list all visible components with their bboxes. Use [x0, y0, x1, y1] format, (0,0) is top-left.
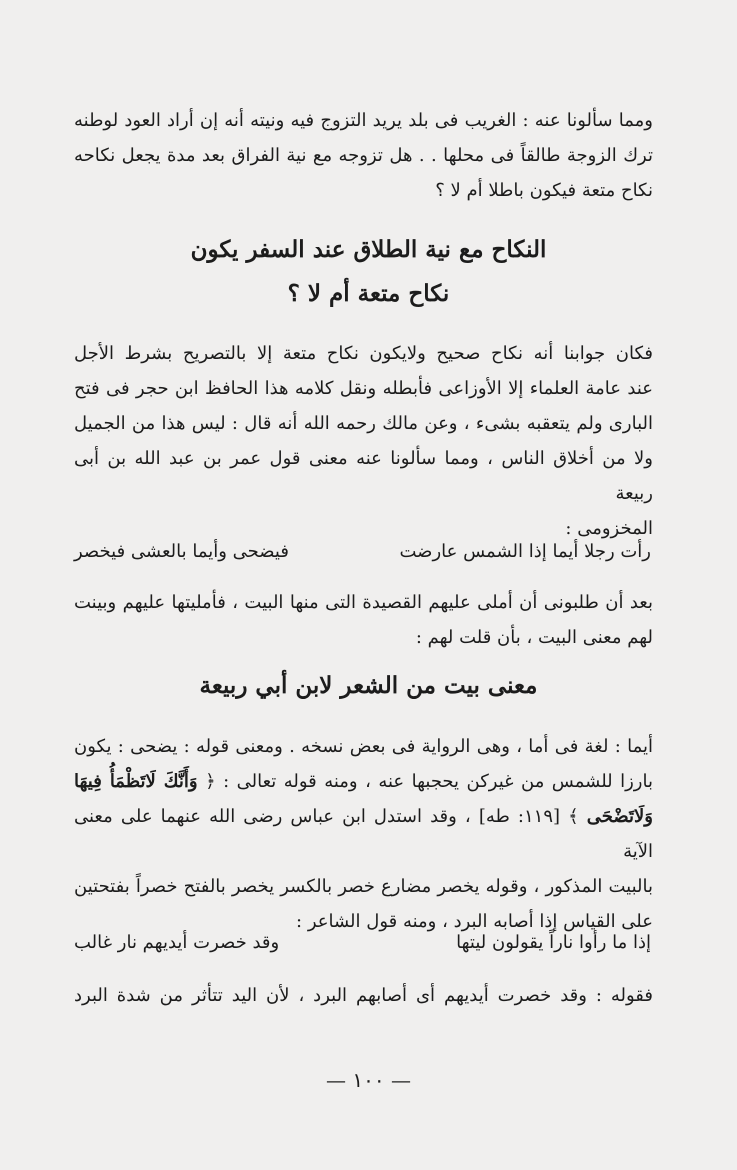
intro-paragraph [74, 103, 653, 208]
intro-line-2: ترك الزوجة طالقاً فى محلها . . هل تزوجه مع نية الفراق بعد مدة يجعل نكاحه [74, 145, 653, 166]
verse-2-first-hemistich: إذا ما رأوا ناراً يقولون ليتها [456, 932, 651, 953]
answer-line-4: ولا من أخلاق الناس ، ومما سألونا عنه معنى قول عمر بن عبد الله بن أبى ربيعة [74, 448, 653, 504]
explanation-line-2 [74, 764, 653, 799]
answer-line-2: عند عامة العلماء إلا الأوزاعى فأبطله ونقل كلامه هذا الحافظ ابن حجر فى فتح [74, 378, 653, 399]
poem-verse-2 [74, 928, 651, 958]
explanation-line-5: على القياس إذا أصابه البرد ، ومنه قول الشاعر : [296, 911, 653, 932]
explanation-line-1: أيما : لغة فى أما ، وهى الرواية فى بعض نسخه . ومعنى قوله : يضحى : يكون [74, 736, 653, 757]
intro-line-3: نكاح متعة فيكون باطلا أم لا ؟ [435, 180, 653, 201]
after-verse-line-1: بعد أن طلبونى أن أملى عليهم القصيدة التى منها البيت ، فأمليتها عليهم وبينت [74, 592, 653, 613]
page-number: — ١٠٠ — [326, 1068, 411, 1092]
explanation-line-3 [74, 799, 653, 869]
answer-line-1: فكان جوابنا أنه نكاح صحيح ولايكون نكاح متعة إلا بالتصريح بشرط الأجل [74, 343, 653, 364]
final-line-1: فقوله : وقد خصرت أيديهم أى أصابهم البرد ، لأن اليد تتأثر من شدة البرد [74, 985, 653, 1006]
section-heading-line-1: النكاح مع نية الطلاق عند السفر يكون [190, 236, 547, 263]
final-paragraph [74, 978, 653, 1013]
verse-1-second-hemistich: فيضحى وأيما بالعشى فيخصر [74, 541, 289, 562]
explanation-paragraph [74, 729, 653, 939]
section-heading-line-2: نكاح متعة أم لا ؟ [287, 280, 450, 307]
answer-line-5: المخزومى : [565, 518, 653, 539]
after-verse-paragraph [74, 585, 653, 655]
quran-quote-part-1: وَأَنَّكَ لَاتَظْمَأُ فِيهَا [74, 771, 198, 792]
intro-line-1: ومما سألونا عنه : الغريب فى بلد يريد التزوج فيه ونيته أنه إن أراد العود لوطنه [74, 110, 653, 131]
poem-verse-1 [74, 537, 651, 567]
explanation-line-3-text: ﴾ [١١٩: طه] ، وقد استدل ابن عباس رضى الله عنهما على معنى الآية [74, 806, 653, 862]
subsection-heading: معنى بيت من الشعر لابن أبي ربيعة [199, 672, 538, 699]
explanation-line-4: بالبيت المذكور ، وقوله يخصر مضارع خصر بالكسر يخصر بالفتح خصراً بفتحتين [74, 876, 653, 897]
answer-paragraph [74, 336, 653, 546]
after-verse-line-2: لهم معنى البيت ، بأن قلت لهم : [415, 627, 653, 648]
verse-1-first-hemistich: رأت رجلا أيما إذا الشمس عارضت [399, 541, 651, 562]
verse-2-second-hemistich: وقد خصرت أيديهم نار غالب [74, 932, 280, 953]
answer-line-3: البارى ولم يتعقبه بشىء ، وعن مالك رحمه الله أنه قال : ليس هذا من الجميل [74, 413, 653, 434]
quran-quote-part-2: وَلَاتَضْحَى [586, 806, 653, 827]
explanation-line-2-text: بارزا للشمس من غيركن يحجبها عنه ، ومنه قوله تعالى : ﴿ [205, 771, 653, 792]
